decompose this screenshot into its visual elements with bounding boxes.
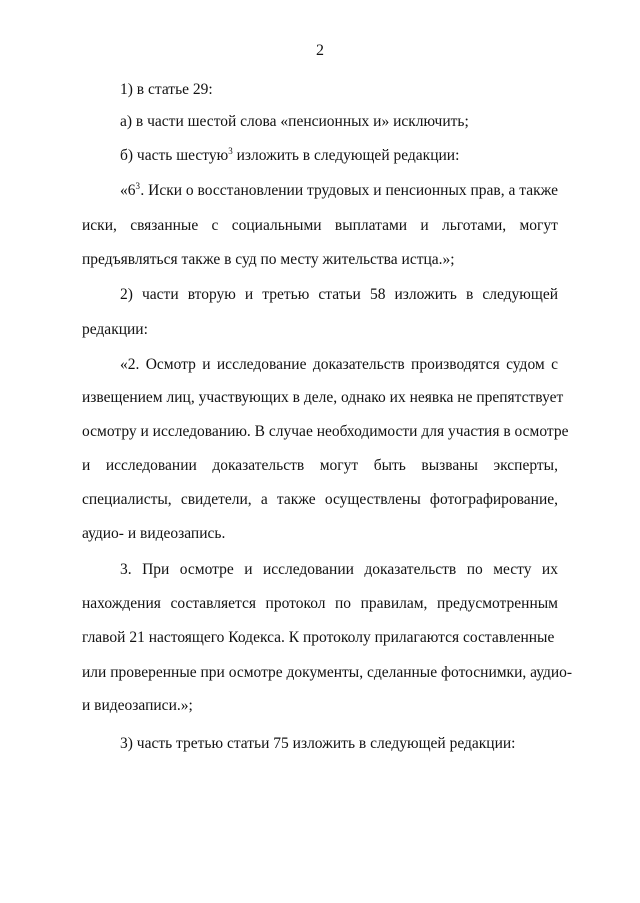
text-line-11: осмотру и исследованию. В случае необходимости для участия в осмотре bbox=[82, 423, 569, 440]
text-line-12 bbox=[82, 456, 558, 476]
text-line-4 bbox=[120, 181, 558, 201]
word: протокол bbox=[265, 595, 326, 612]
text-line-3-part-a: б) часть шестую bbox=[120, 147, 229, 164]
word: осмотре bbox=[179, 561, 234, 578]
word: исследовании bbox=[105, 457, 197, 474]
word: также bbox=[276, 491, 316, 508]
word: доказательств bbox=[364, 561, 457, 578]
text-line-14: аудио- и видеозапись. bbox=[82, 525, 226, 542]
word: 3. bbox=[120, 561, 132, 578]
word: специалисты, bbox=[82, 491, 172, 508]
word: правилам, bbox=[360, 595, 428, 612]
text-line-8: редакции: bbox=[82, 321, 148, 338]
word: льготами, bbox=[442, 217, 507, 234]
word: выплатами bbox=[334, 217, 408, 234]
word: «2. bbox=[120, 356, 140, 373]
word: исследование bbox=[216, 356, 307, 373]
text-line-9 bbox=[120, 355, 558, 375]
word: вторую bbox=[187, 286, 236, 303]
word: Осмотр bbox=[145, 356, 196, 373]
word: нахождения bbox=[82, 595, 161, 612]
word: 2) bbox=[120, 286, 133, 303]
text-line-4-start bbox=[120, 181, 140, 201]
word: могут bbox=[519, 217, 558, 234]
word: изложить bbox=[394, 286, 457, 303]
word: и bbox=[82, 457, 91, 474]
text-line-3 bbox=[120, 146, 459, 166]
text-line-3-part-b: изложить в следующей редакции: bbox=[232, 147, 460, 164]
word: статьи bbox=[318, 286, 361, 303]
word: эксперты, bbox=[493, 457, 558, 474]
word: доказательств bbox=[212, 457, 305, 474]
word: иски, bbox=[82, 217, 117, 234]
text-line-1: 1) в статье 29: bbox=[120, 81, 213, 98]
text-line-20: 3) часть третью статьи 75 изложить в следующей редакции: bbox=[120, 735, 516, 752]
word: осуществлены bbox=[324, 491, 421, 508]
word: производятся bbox=[411, 356, 500, 373]
word: 58 bbox=[369, 286, 386, 303]
word: а bbox=[260, 491, 268, 508]
word: и bbox=[202, 356, 211, 373]
word: и bbox=[244, 286, 254, 303]
word: предусмотренным bbox=[436, 595, 558, 612]
word: фотографирование, bbox=[429, 491, 558, 508]
text-line-7 bbox=[120, 285, 558, 305]
word: доказательств bbox=[312, 356, 405, 373]
text-line-17: главой 21 настоящего Кодекса. К протоколу прилагаются составленные bbox=[82, 629, 555, 646]
word: части bbox=[142, 286, 179, 303]
text-line-19: и видеозаписи.»; bbox=[82, 697, 193, 714]
superscript: 3 bbox=[135, 181, 140, 191]
word: по bbox=[466, 561, 483, 578]
word: следующей bbox=[482, 286, 558, 303]
text-line-13 bbox=[82, 490, 558, 510]
word: и bbox=[420, 217, 429, 234]
text-line-10: извещением лиц, участвующих в деле, однако их неявка не препятствует bbox=[82, 389, 564, 406]
word: свидетели, bbox=[180, 491, 252, 508]
word: социальными bbox=[231, 217, 322, 234]
superscript: 3 bbox=[228, 146, 233, 156]
word: связанные bbox=[130, 217, 199, 234]
word: с bbox=[551, 356, 558, 373]
word: составляется bbox=[170, 595, 257, 612]
text-line-15 bbox=[120, 560, 558, 580]
word: исследовании bbox=[262, 561, 354, 578]
word: могут bbox=[319, 457, 359, 474]
text-line-5 bbox=[82, 216, 558, 236]
text-line-18: или проверенные при осмотре документы, сделанные фотоснимки, аудио- bbox=[82, 664, 573, 681]
page-number: 2 bbox=[316, 42, 324, 59]
text-line-4-part-a: «6 bbox=[120, 182, 136, 199]
word: третью bbox=[262, 286, 310, 303]
text-line-16 bbox=[82, 594, 558, 614]
text-line-4-part-b: . Иски о восстановлении трудовых и пенсионных прав, а также bbox=[140, 182, 558, 199]
word: по bbox=[335, 595, 352, 612]
text-line-6: предъявляться также в суд по месту жительства истца.»; bbox=[82, 251, 455, 268]
word: их bbox=[541, 561, 558, 578]
word: При bbox=[142, 561, 170, 578]
word: вызваны bbox=[421, 457, 478, 474]
word: судом bbox=[506, 356, 545, 373]
word: с bbox=[211, 217, 219, 234]
text-line-2: а) в части шестой слова «пенсионных и» исключить; bbox=[120, 113, 469, 130]
word: месту bbox=[493, 561, 532, 578]
word: быть bbox=[373, 457, 406, 474]
word: в bbox=[465, 286, 474, 303]
word: и bbox=[244, 561, 253, 578]
